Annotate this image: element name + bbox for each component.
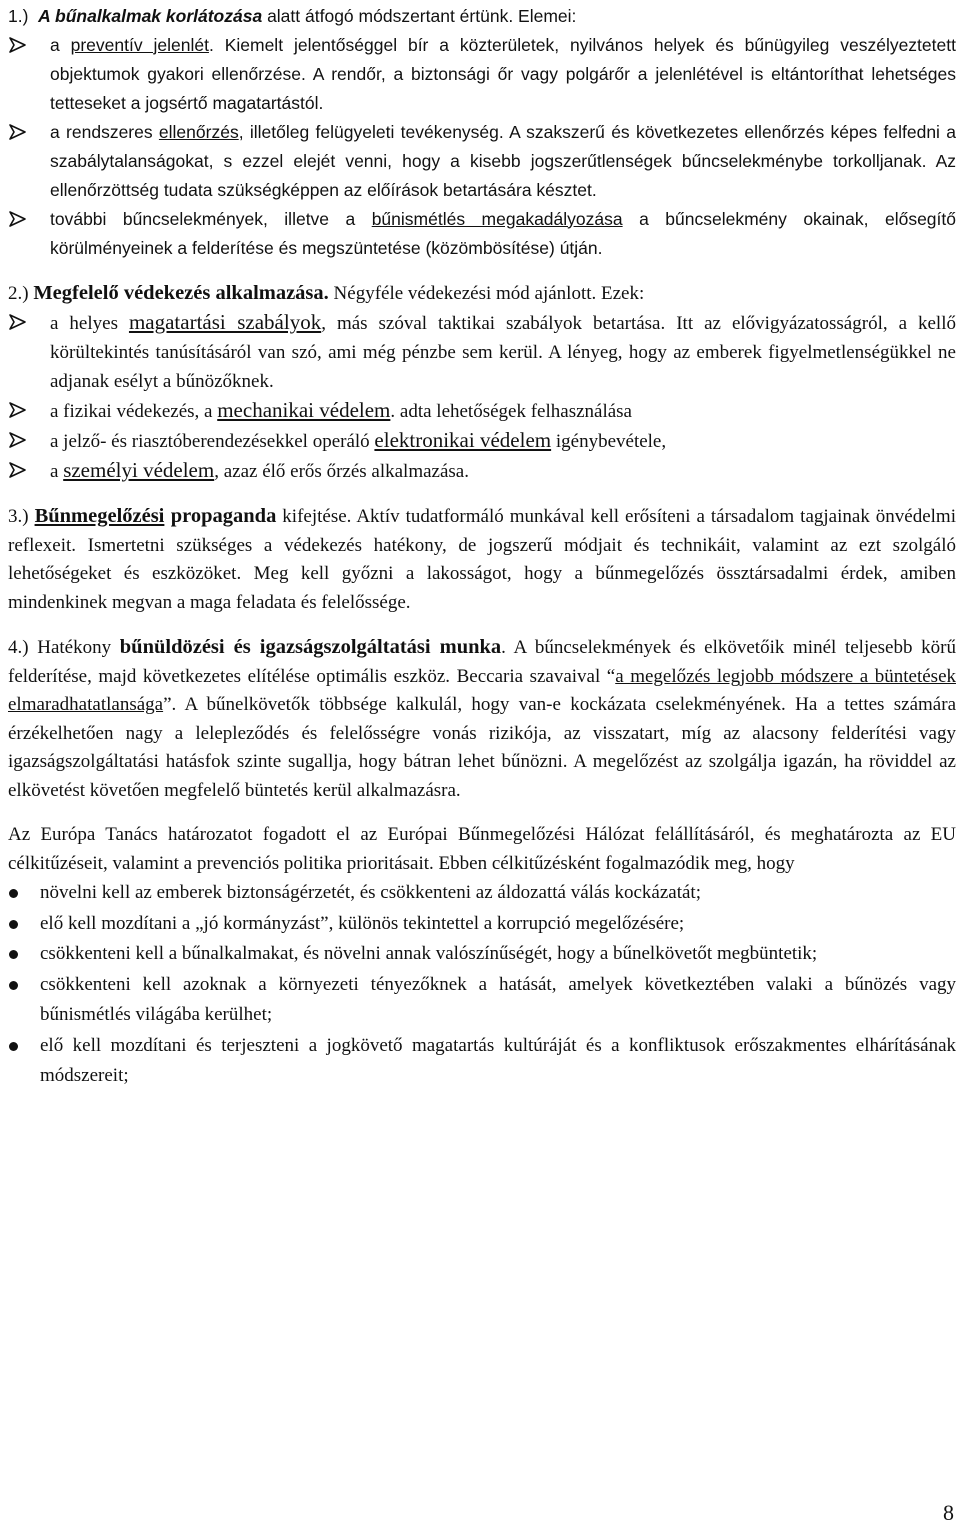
key-term: ellenőrzés bbox=[158, 121, 239, 142]
list-item: a helyes magatartási szabályok, más szóval taktikai szabályok betartása. Itt az elővigyázatosságról, a kellő körültekintés tanúsításáról van szó, ami még pénzbe sem kerül. A lényeg, hogy az emberek figyelmetlenségükkel ne adjanak esélyt a bűnözőknek. bbox=[8, 308, 956, 396]
section-1 bbox=[8, 2, 956, 263]
document-page bbox=[8, 2, 956, 1092]
spacer bbox=[8, 805, 956, 821]
bullet-dot-icon bbox=[9, 889, 18, 898]
spacer bbox=[8, 486, 956, 502]
arrow-bullet-icon bbox=[8, 205, 28, 233]
section-3 bbox=[8, 502, 956, 617]
list-item: a fizikai védekezés, a mechanikai védelem. adta lehetőségek felhasználása bbox=[8, 396, 956, 426]
eu-intro: Az Európa Tanács határozatot fogadott el az Európai Bűnmegelőzési Hálózat felállításáról, és meghatározta az EU célkitűzéseit, valamint a prevenciós politika prioritásait. Ebben célkitűzésként fogalmazódik meg, hogy bbox=[8, 824, 956, 874]
eu-goal-list bbox=[8, 878, 956, 1092]
list-item: a rendszeres ellenőrzés, illetőleg felügyeleti tevékenység. A szakszerű és következetes ellenőrzés képes felfedni a szabálytalanságokat, s ezzel elejét venni, hogy a kisebb jogszerűtlenségek bűncselekménybe torkolljanak. Az ellenőrzöttség tudata szükségképpen az előírások betartására késztet. bbox=[8, 118, 956, 205]
section-number: 2.) bbox=[8, 282, 34, 304]
list-item: csökkenteni kell a bűnalkalmakat, és növelni annak valószínűségét, hogy a bűnelkövetőt megbüntetik; bbox=[8, 939, 956, 970]
key-term: bűnismétlés megakadályozása bbox=[371, 208, 623, 229]
list-item: a személyi védelem, azaz élő erős őrzés alkalmazása. bbox=[8, 456, 956, 486]
eu-paragraph bbox=[8, 821, 956, 878]
section-2-heading-text: Négyféle védekezési mód ajánlott. Ezek: bbox=[328, 282, 645, 304]
arrow-bullet-icon bbox=[8, 426, 28, 454]
key-term: elektronikai védelem bbox=[374, 428, 552, 452]
list-item: a jelző- és riasztóberendezésekkel operáló elektronikai védelem igénybevétele, bbox=[8, 426, 956, 456]
section-2-heading bbox=[8, 279, 956, 309]
list-item: elő kell mozdítani a „jó kormányzást”, különös tekintettel a korrupció megelőzésére; bbox=[8, 909, 956, 940]
arrow-bullet-icon bbox=[8, 456, 28, 484]
page-number: 8 bbox=[943, 1500, 954, 1525]
section-1-heading bbox=[8, 2, 956, 31]
arrow-bullet-icon bbox=[8, 31, 28, 59]
bullet-dot-icon bbox=[9, 981, 18, 990]
key-term: magatartási szabályok bbox=[128, 310, 322, 334]
beccaria-quote: a megelőzés legjobb módszere a büntetések elmaradhatatlansága bbox=[8, 665, 956, 715]
bullet-dot-icon bbox=[9, 1042, 18, 1051]
section-3-body: kifejtése. Aktív tudatformáló munkával kell erősíteni a társadalom tagjainak önvédelmi reflexeit. Ismertetni szükséges a védekezés hatékony, de jogszerű módjait és technikáit, valamint az ezt szolgáló lehetőségeket és eszközöket. Meg kell győzni a lakosságot, hogy a bűnmegelőzés össztársadalmi érdek, amiben mindenkinek megvan a maga feladata és felelőssége. bbox=[8, 506, 956, 613]
section-1-title: A bűnalkalmak korlátozása bbox=[38, 6, 263, 26]
arrow-bullet-icon bbox=[8, 118, 28, 146]
spacer bbox=[8, 617, 956, 633]
section-4-body: . A bűncselekmények és elkövetőik minél teljesebb körű felderítése, majd következetes elítélése optimális eszköz. Beccaria szavaival “ bbox=[8, 637, 956, 687]
list-item: további bűncselekmények, illetve a bűnismétlés megakadályozása a bűncselekmény okainak, elősegítő körülményeinek a felderítése és megszüntetése (közömbösítése) útján. bbox=[8, 205, 956, 263]
section-number: 4.) Hatékony bbox=[8, 637, 120, 658]
section-4-title: bűnüldözési és igazságszolgáltatási munka bbox=[119, 636, 502, 658]
arrow-bullet-icon bbox=[8, 308, 28, 336]
section-number: 1.) bbox=[8, 6, 29, 26]
list-item: a preventív jelenlét. Kiemelt jelentőséggel bír a közterületek, nyilvános helyek és bűnügyileg veszélyeztetett objektumok gyakori ellenőrzése. A rendőr, a biztonsági őr vagy polgárőr a jelenlétével is eltántoríthat lehetséges tetteseket a jogsértő magatartástól. bbox=[8, 31, 956, 118]
section-2-title: Megfelelő védekezés alkalmazása. bbox=[33, 281, 329, 304]
key-term: preventív jelenlét bbox=[70, 34, 209, 55]
arrow-bullet-icon bbox=[8, 396, 28, 424]
key-term: mechanikai védelem bbox=[217, 398, 391, 422]
bullet-dot-icon bbox=[9, 950, 18, 959]
list-item: növelni kell az emberek biztonságérzetét, és csökkenteni az áldozattá válás kockázatát; bbox=[8, 878, 956, 909]
section-1-heading-text: alatt átfogó módszertant értünk. Elemei: bbox=[262, 6, 577, 26]
section-number: 3.) bbox=[8, 506, 35, 527]
section-4-body-cont: ”. A bűnelkövetők többsége kalkulál, hogy van-e kockázata cselekményének. Ha a tettes számára érzékelhetően nagy a lelepleződés és felelősségre vonás rizikója, az visszatart, míg az alacsony felderítési vagy igazságszolgáltatási hatásfok szinte sugallja, hogy bátran lehet bűnözni. A megelőzést az szolgálja igazán, ha röviddel az elkövetést követően megfelelő büntetés kerül alkalmazásra. bbox=[8, 694, 956, 801]
list-item: csökkenteni kell azoknak a környezeti tényezőknek a hatását, amelyek következtében valaki a bűnözés vagy bűnismétlés világába kerülhet; bbox=[8, 970, 956, 1031]
section-3-title: Bűnmegelőzési bbox=[34, 505, 165, 527]
list-item: elő kell mozdítani és terjeszteni a jogkövető magatartás kultúráját és a konfliktusok erőszakmentes elhárításának módszereit; bbox=[8, 1031, 956, 1092]
section-4 bbox=[8, 633, 956, 805]
bullet-dot-icon bbox=[9, 920, 18, 929]
key-term: személyi védelem bbox=[63, 458, 215, 482]
spacer bbox=[8, 263, 956, 279]
section-3-title-cont: propaganda bbox=[164, 505, 277, 527]
section-2 bbox=[8, 279, 956, 487]
